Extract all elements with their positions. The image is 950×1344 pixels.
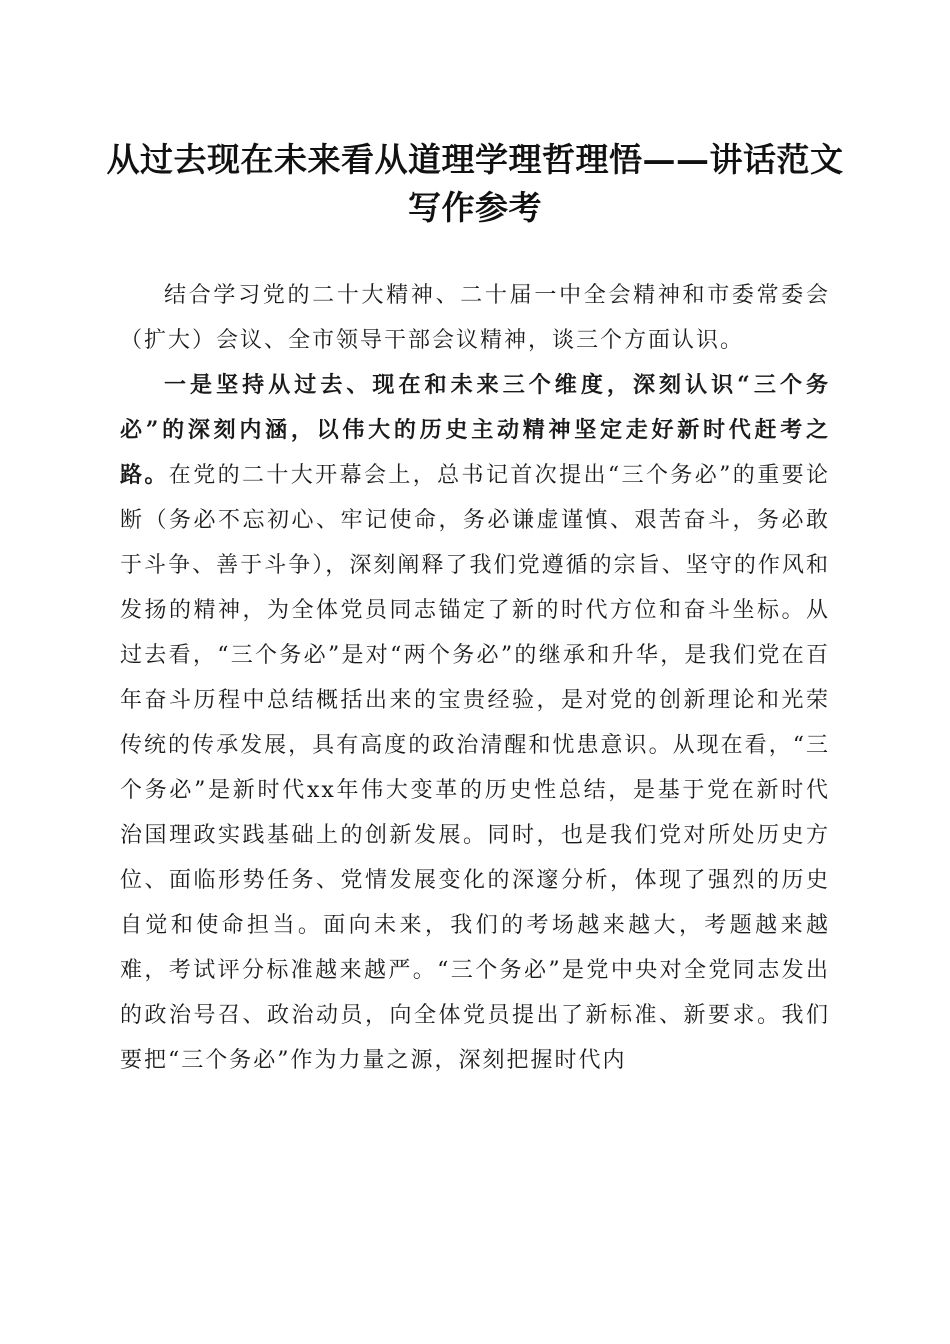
section-1-paragraph (120, 363, 830, 1083)
intro-paragraph: 结合学习党的二十大精神、二十届一中全会精神和市委常委会（扩大）会议、全市领导干部会议精神，谈三个方面认识。 (120, 283, 830, 353)
document-body (120, 273, 830, 1083)
section-1-lead: 一是坚持从过去、现在和未来三个维度，深刻认识“三个务必”的深刻内涵，以伟大的历史主动精神坚定走好新时代赶考之路。 (120, 372, 830, 488)
document-title: 从过去现在未来看从道理学理哲理悟——讲话范文写作参考 (106, 140, 844, 227)
section-1-body: 在党的二十大开幕会上，总书记首次提出“三个务必”的重要论断（务必不忘初心、牢记使命，务必谦虚谨慎、艰苦奋斗，务必敢于斗争、善于斗争），深刻阐释了我们党遵循的宗旨、坚守的作风和发扬的精神，为全体党员同志锚定了新的时代方位和奋斗坐标。从过去看，“三个务必”是对“两个务必”的继承和升华，是我们党在百年奋斗历程中总结概括出来的宝贵经验，是对党的创新理论和光荣传统的传承发展，具有高度的政治清醒和忧患意识。从现在看，“三个务必”是新时代xx年伟大变革的历史性总结，是基于党在新时代治国理政实践基础上的创新发展。同时，也是我们党对所处历史方位、面临形势任务、党情发展变化的深邃分析，体现了强烈的历史自觉和使命担当。面向未来，我们的考场越来越大，考题越来越难，考试评分标准越来越严。“三个务必”是党中央对全党同志发出的政治号召、政治动员，向全体党员提出了新标准、新要求。我们要把“三个务必”作为力量之源，深刻把握时代内 (120, 463, 830, 1073)
